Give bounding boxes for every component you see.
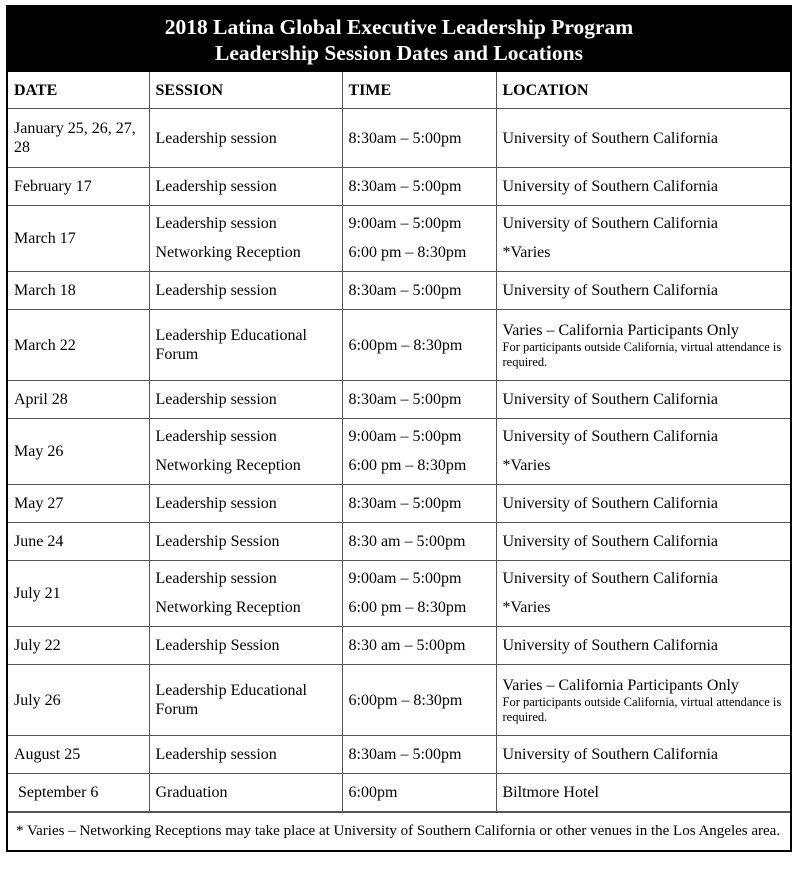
cell-session-text: Leadership Educational Forum xyxy=(155,682,307,718)
cell-location-text: Biltmore Hotel xyxy=(502,784,599,801)
cell-session-text: Leadership session xyxy=(155,746,277,763)
cell-location-text: Varies – California Participants Only xyxy=(502,676,739,694)
cell-time-text: 8:30am – 5:00pm xyxy=(348,495,462,512)
cell-time xyxy=(342,272,496,310)
table-row xyxy=(8,206,790,272)
cell-session xyxy=(149,561,342,627)
cell-location xyxy=(496,485,790,523)
header-date: DATE xyxy=(8,72,149,109)
cell-time xyxy=(342,109,496,168)
table-row xyxy=(8,272,790,310)
cell-time-line: 9:00am – 5:00pm xyxy=(348,215,462,232)
cell-time-text: 6:00pm – 8:30pm xyxy=(348,336,463,354)
cell-time xyxy=(342,561,496,627)
cell-location-text: University of Southern California xyxy=(502,391,719,408)
cell-date: July 26 xyxy=(8,665,149,736)
cell-time-text: 8:30 am – 5:00pm xyxy=(348,533,466,550)
cell-location xyxy=(496,665,790,736)
cell-session-line: Networking Reception xyxy=(155,598,301,616)
cell-location xyxy=(496,736,790,774)
cell-location-text: University of Southern California xyxy=(502,533,719,550)
cell-location xyxy=(496,419,790,485)
cell-time-line: 6:00 pm – 8:30pm xyxy=(348,598,467,616)
location-note: For participants outside California, virtual attendance is required. xyxy=(502,339,782,369)
cell-time xyxy=(342,168,496,206)
cell-location-text: University of Southern California xyxy=(502,637,719,654)
cell-location-text: University of Southern California xyxy=(502,495,719,512)
cell-location xyxy=(496,168,790,206)
cell-location-line: University of Southern California xyxy=(502,215,719,232)
cell-session xyxy=(149,310,342,381)
schedule-document xyxy=(6,5,792,852)
cell-location xyxy=(496,272,790,310)
cell-time xyxy=(342,310,496,381)
table-row xyxy=(8,168,790,206)
cell-time xyxy=(342,523,496,561)
cell-session-line: Networking Reception xyxy=(155,243,301,261)
cell-session-text: Leadership session xyxy=(155,178,277,195)
cell-location xyxy=(496,774,790,812)
table-row xyxy=(8,665,790,736)
document-title xyxy=(8,7,790,72)
cell-session-line: Leadership session xyxy=(155,570,277,587)
cell-location-line: *Varies xyxy=(502,243,551,261)
cell-location xyxy=(496,206,790,272)
cell-time-line: 6:00 pm – 8:30pm xyxy=(348,456,467,474)
cell-date: March 18 xyxy=(8,272,149,310)
cell-session-text: Leadership session xyxy=(155,495,277,512)
cell-session xyxy=(149,774,342,812)
location-note: For participants outside California, virtual attendance is required. xyxy=(502,694,782,724)
cell-session xyxy=(149,627,342,665)
table-row xyxy=(8,419,790,485)
cell-session xyxy=(149,109,342,168)
table-row xyxy=(8,627,790,665)
cell-time-text: 8:30am – 5:00pm xyxy=(348,391,462,408)
cell-time-text: 8:30am – 5:00pm xyxy=(348,282,462,299)
cell-date: June 24 xyxy=(8,523,149,561)
cell-time xyxy=(342,774,496,812)
cell-location-text: University of Southern California xyxy=(502,282,719,299)
header-time: TIME xyxy=(342,72,496,109)
cell-time-text: 8:30am – 5:00pm xyxy=(348,129,462,147)
cell-session-text: Leadership session xyxy=(155,129,277,147)
cell-time xyxy=(342,485,496,523)
cell-date: May 27 xyxy=(8,485,149,523)
cell-date: September 6 xyxy=(8,774,149,812)
cell-location-line: *Varies xyxy=(502,456,551,474)
cell-time-text: 8:30am – 5:00pm xyxy=(348,746,462,763)
title-line-2: Leadership Session Dates and Locations xyxy=(215,41,583,65)
cell-location xyxy=(496,523,790,561)
cell-time-text: 8:30 am – 5:00pm xyxy=(348,637,466,654)
cell-time xyxy=(342,627,496,665)
table-row xyxy=(8,109,790,168)
cell-date: July 22 xyxy=(8,627,149,665)
cell-session xyxy=(149,168,342,206)
cell-date: April 28 xyxy=(8,381,149,419)
table-row xyxy=(8,774,790,812)
cell-location xyxy=(496,381,790,419)
cell-session xyxy=(149,272,342,310)
cell-date: July 21 xyxy=(8,561,149,627)
cell-location xyxy=(496,109,790,168)
cell-time xyxy=(342,736,496,774)
cell-date: February 17 xyxy=(8,168,149,206)
cell-session-line: Leadership session xyxy=(155,428,277,445)
cell-date: March 17 xyxy=(8,206,149,272)
cell-location xyxy=(496,561,790,627)
cell-session xyxy=(149,485,342,523)
cell-location-line: *Varies xyxy=(502,598,551,616)
table-row xyxy=(8,561,790,627)
table-header-row xyxy=(8,72,790,109)
cell-session xyxy=(149,736,342,774)
footnote: * Varies – Networking Receptions may take place at University of Southern California or other venues in the Los Angeles area. xyxy=(8,812,790,850)
cell-time xyxy=(342,665,496,736)
cell-time xyxy=(342,419,496,485)
cell-location xyxy=(496,627,790,665)
cell-time-line: 9:00am – 5:00pm xyxy=(348,428,462,445)
cell-time xyxy=(342,206,496,272)
table-body xyxy=(8,109,790,812)
cell-time-text: 8:30am – 5:00pm xyxy=(348,178,462,195)
cell-session-text: Leadership Session xyxy=(155,533,280,550)
table-row xyxy=(8,485,790,523)
schedule-table xyxy=(8,72,790,812)
table-row xyxy=(8,523,790,561)
cell-session-text: Leadership Educational Forum xyxy=(155,327,307,363)
cell-time-line: 6:00 pm – 8:30pm xyxy=(348,243,467,261)
cell-time xyxy=(342,381,496,419)
cell-date: March 22 xyxy=(8,310,149,381)
cell-time-line: 9:00am – 5:00pm xyxy=(348,570,462,587)
cell-session-text: Leadership session xyxy=(155,391,277,408)
header-location: LOCATION xyxy=(496,72,790,109)
cell-location-line: University of Southern California xyxy=(502,570,719,587)
cell-session xyxy=(149,665,342,736)
cell-session-line: Networking Reception xyxy=(155,456,301,474)
cell-location-text: University of Southern California xyxy=(502,178,719,195)
cell-session-text: Leadership Session xyxy=(155,637,280,654)
cell-session xyxy=(149,206,342,272)
cell-date: August 25 xyxy=(8,736,149,774)
title-line-1: 2018 Latina Global Executive Leadership Program xyxy=(164,15,634,39)
table-row xyxy=(8,310,790,381)
cell-location-text: University of Southern California xyxy=(502,129,719,147)
cell-location-line: University of Southern California xyxy=(502,428,719,445)
cell-session xyxy=(149,419,342,485)
table-row xyxy=(8,381,790,419)
cell-session-line: Leadership session xyxy=(155,215,277,232)
cell-time-text: 6:00pm – 8:30pm xyxy=(348,691,463,709)
header-session: SESSION xyxy=(149,72,342,109)
cell-date: May 26 xyxy=(8,419,149,485)
cell-location-text: Varies – California Participants Only xyxy=(502,321,739,339)
cell-location-text: University of Southern California xyxy=(502,746,719,763)
cell-session-text: Leadership session xyxy=(155,282,277,299)
cell-session-text: Graduation xyxy=(155,784,228,801)
cell-session xyxy=(149,523,342,561)
cell-session xyxy=(149,381,342,419)
cell-location xyxy=(496,310,790,381)
cell-date: January 25, 26, 27, 28 xyxy=(8,109,149,168)
cell-time-text: 6:00pm xyxy=(348,784,398,801)
table-row xyxy=(8,736,790,774)
